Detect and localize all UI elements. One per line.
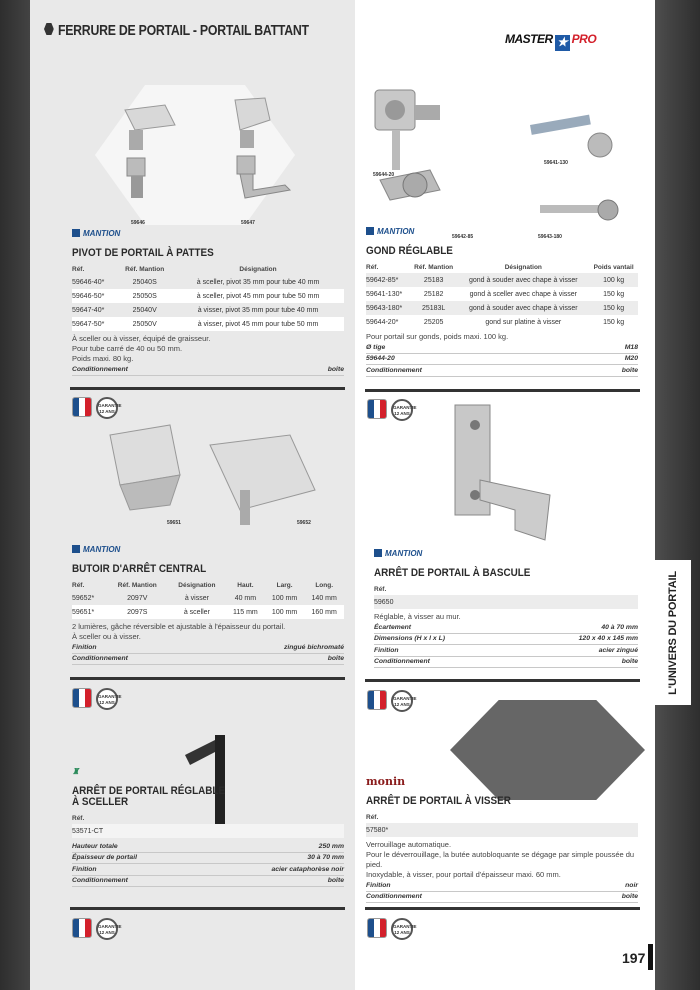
spec-value: boîte [327,655,344,663]
table-row [366,823,638,837]
column-header: Haut. [237,581,254,589]
pivot-images [115,90,295,220]
spec-value: 120 x 40 x 145 mm [578,635,638,643]
guarantee-badge [391,399,417,421]
table-cell: 59650 [374,595,638,609]
spec-row [72,364,344,376]
gond-images [370,85,640,235]
spec-row [374,634,638,646]
certification-badges [367,399,417,421]
spec-value: boîte [621,893,638,901]
brand-logo [72,764,344,778]
image-label: 59644-20 [373,172,395,178]
guarantee-line1: GARANTIE [393,405,417,410]
certification-badges [72,397,122,419]
table-cell: gond sur platine à visser [485,318,562,326]
table-cell: gond à souder avec chape à visser [457,273,589,287]
made-in-france-icon [72,688,92,708]
spec-value: 40 à 70 mm [601,623,638,631]
table-cell: à visser [184,594,209,602]
spec-row [72,876,344,888]
guarantee-line2: 12 ANS [394,411,410,416]
spec-label: 59644-20 [366,355,395,363]
section-divider [70,677,345,680]
description-line: Inoxydable, à visser, pour portail d'épaisseur maxi. 60 mm. [366,870,561,879]
table-header [72,812,344,824]
product-title: ARRÊT DE PORTAIL À BASCULE [374,567,531,579]
table-cell: à visser, pivot 45 mm pour tube 50 mm [172,317,344,331]
table-header [374,583,638,595]
page-header-title [44,22,309,39]
table-cell: 25182 [423,290,444,298]
description-line: Verrouillage automatique. [366,840,452,849]
side-tab-label: L'UNIVERS DU PORTAIL [667,570,679,695]
table-header [366,811,638,823]
brand-logo [374,546,638,560]
column-header: Réf. Mantion [414,263,454,271]
table-cell: 2097S [107,605,168,619]
table-cell: 2097V [127,594,148,602]
spec-value: M18 [624,343,638,351]
table-cell: 25183L [410,301,457,315]
brand-logo-text: monin [366,774,406,788]
image-label: 59643-180 [538,234,562,240]
table-row [72,317,344,331]
table-cell: 100 mm [271,594,298,602]
spec-value: acier cataphorèse noir [271,865,344,873]
image-label: 59651 [167,520,181,526]
guarantee-line2: 12 ANS [99,930,115,935]
product-title: ARRÊT DE PORTAIL À VISSER [366,795,511,807]
description-line: 2 lumières, gâche réversible et ajustable à l'épaisseur du portail. [72,622,286,631]
reference-table [72,579,344,619]
guarantee-badge [391,918,417,940]
spec-label: Finition [72,643,97,651]
mantion-logo-icon [366,227,374,235]
table-cell: 25183 [410,273,457,287]
spec-value: 250 mm [318,842,344,850]
image-label: 59641-130 [544,160,568,166]
mantion-logo-icon [374,549,382,557]
guarantee-line2: 12 ANS [394,930,410,935]
spec-value: zingué bichromaté [283,643,344,651]
table-row [72,605,344,619]
made-in-france-icon [72,397,92,417]
product-title: ARRÊT DE PORTAIL RÉGLABLE À SCELLER [72,785,226,808]
spec-label: Conditionnement [366,366,422,374]
spec-value: noir [625,881,638,889]
guarantee-badge [96,397,122,419]
table-cell: 25050V [117,317,172,331]
table-cell: 59651* [72,605,107,619]
table-header [72,263,344,275]
table-cell: 59646-40* [72,278,105,286]
table-cell: gond à sceller avec chape à visser [469,290,577,298]
column-header: Réf. Mantion [125,265,165,273]
product-arret-reglable [72,764,344,887]
table-cell: 59646-50* [72,289,117,303]
table-cell: 140 mm [311,594,337,602]
table-row [72,824,344,838]
brand-logo-text: ♜ [72,766,80,776]
table-cell: 25040S [132,278,157,286]
table-header [366,261,638,273]
product-description [374,612,638,622]
column-header: Désignation [504,263,542,271]
column-header: Réf. [366,813,379,821]
guarantee-line1: GARANTIE [393,696,417,701]
image-label: 59647 [241,220,255,226]
table-header [72,579,344,591]
product-title: BUTOIR D'ARRÊT CENTRAL [72,563,207,575]
spec-value: 30 à 70 mm [307,854,344,862]
product-description [72,334,344,364]
brand-pro: PRO [571,32,597,46]
table-row [72,303,344,317]
table-cell: 25050S [117,289,172,303]
section-divider [70,387,345,390]
table-cell: 100 mm [265,605,305,619]
table-row [72,289,344,303]
spec-label: Hauteur totale [72,842,118,850]
description-line: Poids maxi. 80 kg. [72,354,134,363]
product-bascule [374,546,638,668]
reference-table [72,263,344,331]
header-title-text: FERRURE DE PORTAIL - PORTAIL BATTANT [57,22,309,39]
column-header: Réf. [72,265,85,273]
spec-value: M20 [624,355,638,363]
table-cell: 59647-50* [72,317,117,331]
guarantee-line2: 12 ANS [99,409,115,414]
product-description [72,622,344,642]
brand-master: MASTER [505,32,553,46]
spec-label: Ø tige [366,343,386,351]
column-header: Réf. [366,263,379,271]
guarantee-badge [391,690,417,712]
column-header: Long. [315,581,334,589]
column-header: Réf. Mantion [117,581,157,589]
spec-label: Écartement [374,623,412,631]
product-title: GOND RÉGLABLE [366,245,453,257]
image-label: 59646 [131,220,145,226]
section-divider [365,679,640,682]
product-gond [366,224,638,377]
image-label: 59652 [297,520,311,526]
spec-label: Finition [366,881,391,889]
product-title: PIVOT DE PORTAIL À PATTES [72,247,214,259]
product-description [366,840,638,880]
made-in-france-icon [367,690,387,710]
reference-table [366,811,638,837]
guarantee-badge [96,688,122,710]
spec-value: boîte [327,365,344,373]
spec-row [374,645,638,657]
brand-logo [366,774,638,788]
table-cell: 40 mm [234,594,257,602]
column-header: Réf. [374,585,387,593]
butoir-images [100,415,340,525]
column-header: Réf. [72,581,85,589]
certification-badges [72,918,122,940]
spec-row [72,853,344,865]
table-cell: 160 mm [304,605,344,619]
spec-row [374,622,638,634]
table-cell: 59652* [72,594,95,602]
mantion-logo-icon [72,229,80,237]
product-pivot [72,226,344,376]
guarantee-line1: GARANTIE [98,924,122,929]
table-cell: 25040V [132,306,157,314]
section-divider [70,907,345,910]
spec-label: Conditionnement [72,877,128,885]
table-cell: à sceller, pivot 45 mm pour tube 50 mm [172,289,344,303]
table-cell: à sceller [168,605,226,619]
made-in-france-icon [367,399,387,419]
spec-row [366,892,638,904]
spec-row [72,642,344,654]
masterpro-logo [505,32,596,51]
section-divider [365,389,640,392]
table-cell: 53571-CT [72,824,344,838]
image-label: 59642-85 [452,234,474,240]
table-cell: 150 kg [589,301,638,315]
description-line: À sceller ou à visser, équipé de graisseur. [72,334,211,343]
page-number-bar [648,944,653,970]
spec-value: boîte [327,877,344,885]
spec-row [72,841,344,853]
hexagon-icon [44,23,54,35]
table-cell: 100 kg [589,273,638,287]
made-in-france-icon [72,918,92,938]
reference-table [72,812,344,838]
spec-label: Finition [72,865,97,873]
spec-label: Conditionnement [72,655,128,663]
table-cell: 59641-130* [366,290,403,298]
table-row [374,595,638,609]
spec-row [374,657,638,669]
certification-badges [367,918,417,940]
certification-badges [72,688,122,710]
product-butoir [72,542,344,665]
brand-logo [72,542,344,556]
column-header: Désignation [239,265,277,273]
product-arret-visser [366,774,638,903]
brand-logo [366,224,638,238]
spec-value: boîte [621,366,638,374]
reference-table [374,583,638,609]
table-row [366,301,638,315]
bascule-image [420,400,560,545]
table-cell: 57580* [366,823,638,837]
table-row [72,275,344,289]
table-row [366,287,638,301]
guarantee-line1: GARANTIE [393,924,417,929]
spec-label: Conditionnement [366,893,422,901]
description-line: Pour le déverrouillage, la butée autobloquante se dégage par simple poussée du pied. [366,850,635,869]
table-row [72,591,344,605]
spec-label: Dimensions (H x l x L) [374,635,446,643]
table-row [366,315,638,329]
spec-value: boîte [621,658,638,666]
brand-logo-text: MANTION [385,548,423,558]
table-cell: à visser, pivot 35 mm pour tube 40 mm [197,306,319,314]
page-number: 197 [622,950,646,966]
guarantee-line1: GARANTIE [98,403,122,408]
certification-badges [367,690,417,712]
guarantee-line2: 12 ANS [99,700,115,705]
description-line: Réglable, à visser au mur. [374,612,461,621]
table-cell: 25205 [423,318,444,326]
brand-logo-text: MANTION [83,228,121,238]
mantion-logo-icon [72,545,80,553]
star-icon: ★ [555,35,570,51]
spec-row [366,365,638,377]
spec-row [366,880,638,892]
spec-row [366,354,638,366]
brand-logo [72,226,344,240]
table-cell: 115 mm [226,605,265,619]
description-line: Pour tube carré de 40 ou 50 mm. [72,344,183,353]
guarantee-badge [96,918,122,940]
side-tab[interactable] [655,560,691,705]
spec-row [366,342,638,354]
table-cell: à sceller, pivot 35 mm pour tube 40 mm [196,278,320,286]
spec-label: Conditionnement [374,658,430,666]
spec-label: Épaisseur de portail [72,854,137,862]
table-cell: 59643-180* [366,301,410,315]
column-header: Larg. [276,581,293,589]
table-cell: 150 kg [603,290,625,298]
table-cell: 59642-85* [366,273,410,287]
description-line: Pour portail sur gonds, poids maxi. 100 kg. [366,332,509,341]
table-cell: gond à souder avec chape à visser [457,301,589,315]
column-header: Réf. [72,814,85,822]
table-cell: 150 kg [603,318,625,326]
product-description [366,332,638,342]
spec-label: Conditionnement [72,365,128,373]
spec-value: acier zingué [598,646,638,654]
section-divider [365,907,640,910]
brand-logo-text: MANTION [377,226,415,236]
made-in-france-icon [367,918,387,938]
column-header: Poids vantail [593,263,634,271]
description-line: À sceller ou à visser. [72,632,141,641]
spec-label: Finition [374,646,399,654]
table-cell: 59644-20* [366,318,399,326]
spec-row [72,864,344,876]
reference-table [366,261,638,329]
guarantee-line2: 12 ANS [394,702,410,707]
table-cell: 59647-40* [72,306,105,314]
column-header: Désignation [178,581,216,589]
spec-row [72,654,344,666]
brand-logo-text: MANTION [83,544,121,554]
table-row [366,273,638,287]
guarantee-line1: GARANTIE [98,694,122,699]
